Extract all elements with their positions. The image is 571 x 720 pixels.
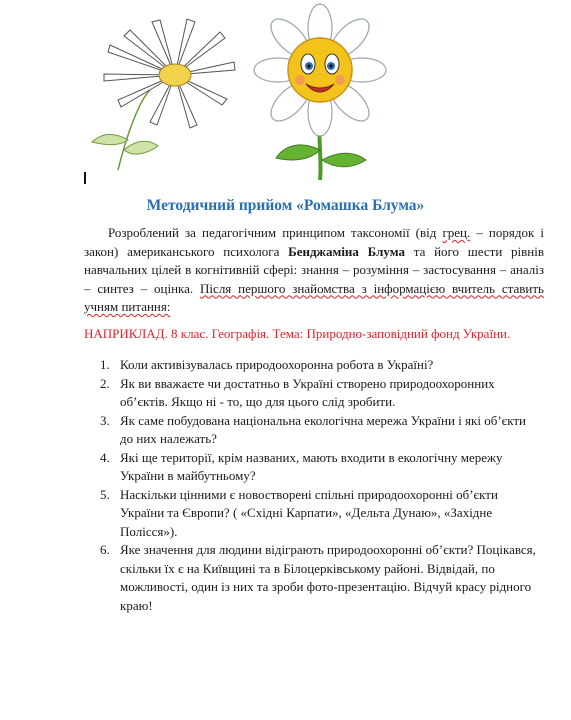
- intro-author: Бенджаміна Блума: [288, 243, 405, 259]
- question-number: 1.: [100, 357, 110, 372]
- list-item: [100, 412, 540, 449]
- intro-paragraph: [84, 224, 544, 317]
- cartoon-flower-image: [254, 4, 386, 180]
- question-text: Які ще території, крім названих, мають входити в екологічну мережу України в майбутньому?: [120, 449, 503, 483]
- intro-text-3: та його шести рівнів навчальних цілей в когнітивній сфері: знання – розуміння – застосування – аналіз – синтез – оцінка.: [84, 243, 544, 296]
- text-cursor: [84, 172, 86, 184]
- page-title: Методичний прийом «Ромашка Блума»: [146, 197, 425, 214]
- question-number: 6.: [100, 542, 110, 557]
- chamomile-sketch-image: [92, 19, 235, 170]
- intro-text-2: – порядок і закон) американського психолога: [84, 225, 544, 259]
- example-heading: НАПРИКЛАД. 8 клас. Географія. Тема: Природно-заповідний фонд України.: [84, 326, 511, 341]
- list-item: [100, 486, 540, 542]
- question-text: Яке значення для людини відіграють природоохоронні об’єкти? Поцікався, скільки їх є на Київщині та в Білоцерківському районі. Відвідай, по можливості, один із них та зроби фото-презентацію. Відчуй красу рідного краю!: [120, 542, 536, 613]
- list-item: [100, 375, 540, 412]
- question-text: Як ви вважаєте чи достатньо в Україні створено природоохоронних об’єктів. Якщо ні - то, що для цього слід зробити.: [120, 375, 495, 409]
- intro-text-1: Розроблений за педагогічним принципом таксономії (від: [108, 225, 443, 240]
- question-text: Як саме побудована національна екологічна мережа України і які об’єкти до них належать?: [120, 412, 527, 446]
- intro-text-4: Після першого знайомства з інформацією вчитель ставить учням питання:: [84, 280, 544, 314]
- question-text: Наскільки цінними є новостворені спільні природоохоронні об’єкти України та Європи? ( «Східні Карпати», «Дельта Дунаю», «Західне Полісся»).: [120, 486, 498, 539]
- intro-abbrev: грец.: [442, 225, 471, 240]
- question-list: [100, 356, 540, 615]
- question-text: Коли активізувалась природоохоронна робота в Україні?: [120, 357, 434, 372]
- question-number: 3.: [100, 412, 110, 428]
- question-number: 2.: [100, 375, 110, 391]
- question-number: 4.: [100, 449, 110, 465]
- flowers-illustration: [0, 0, 571, 180]
- list-item: [100, 449, 540, 486]
- list-item: [100, 356, 540, 375]
- question-number: 5.: [100, 486, 110, 502]
- list-item: [100, 541, 540, 615]
